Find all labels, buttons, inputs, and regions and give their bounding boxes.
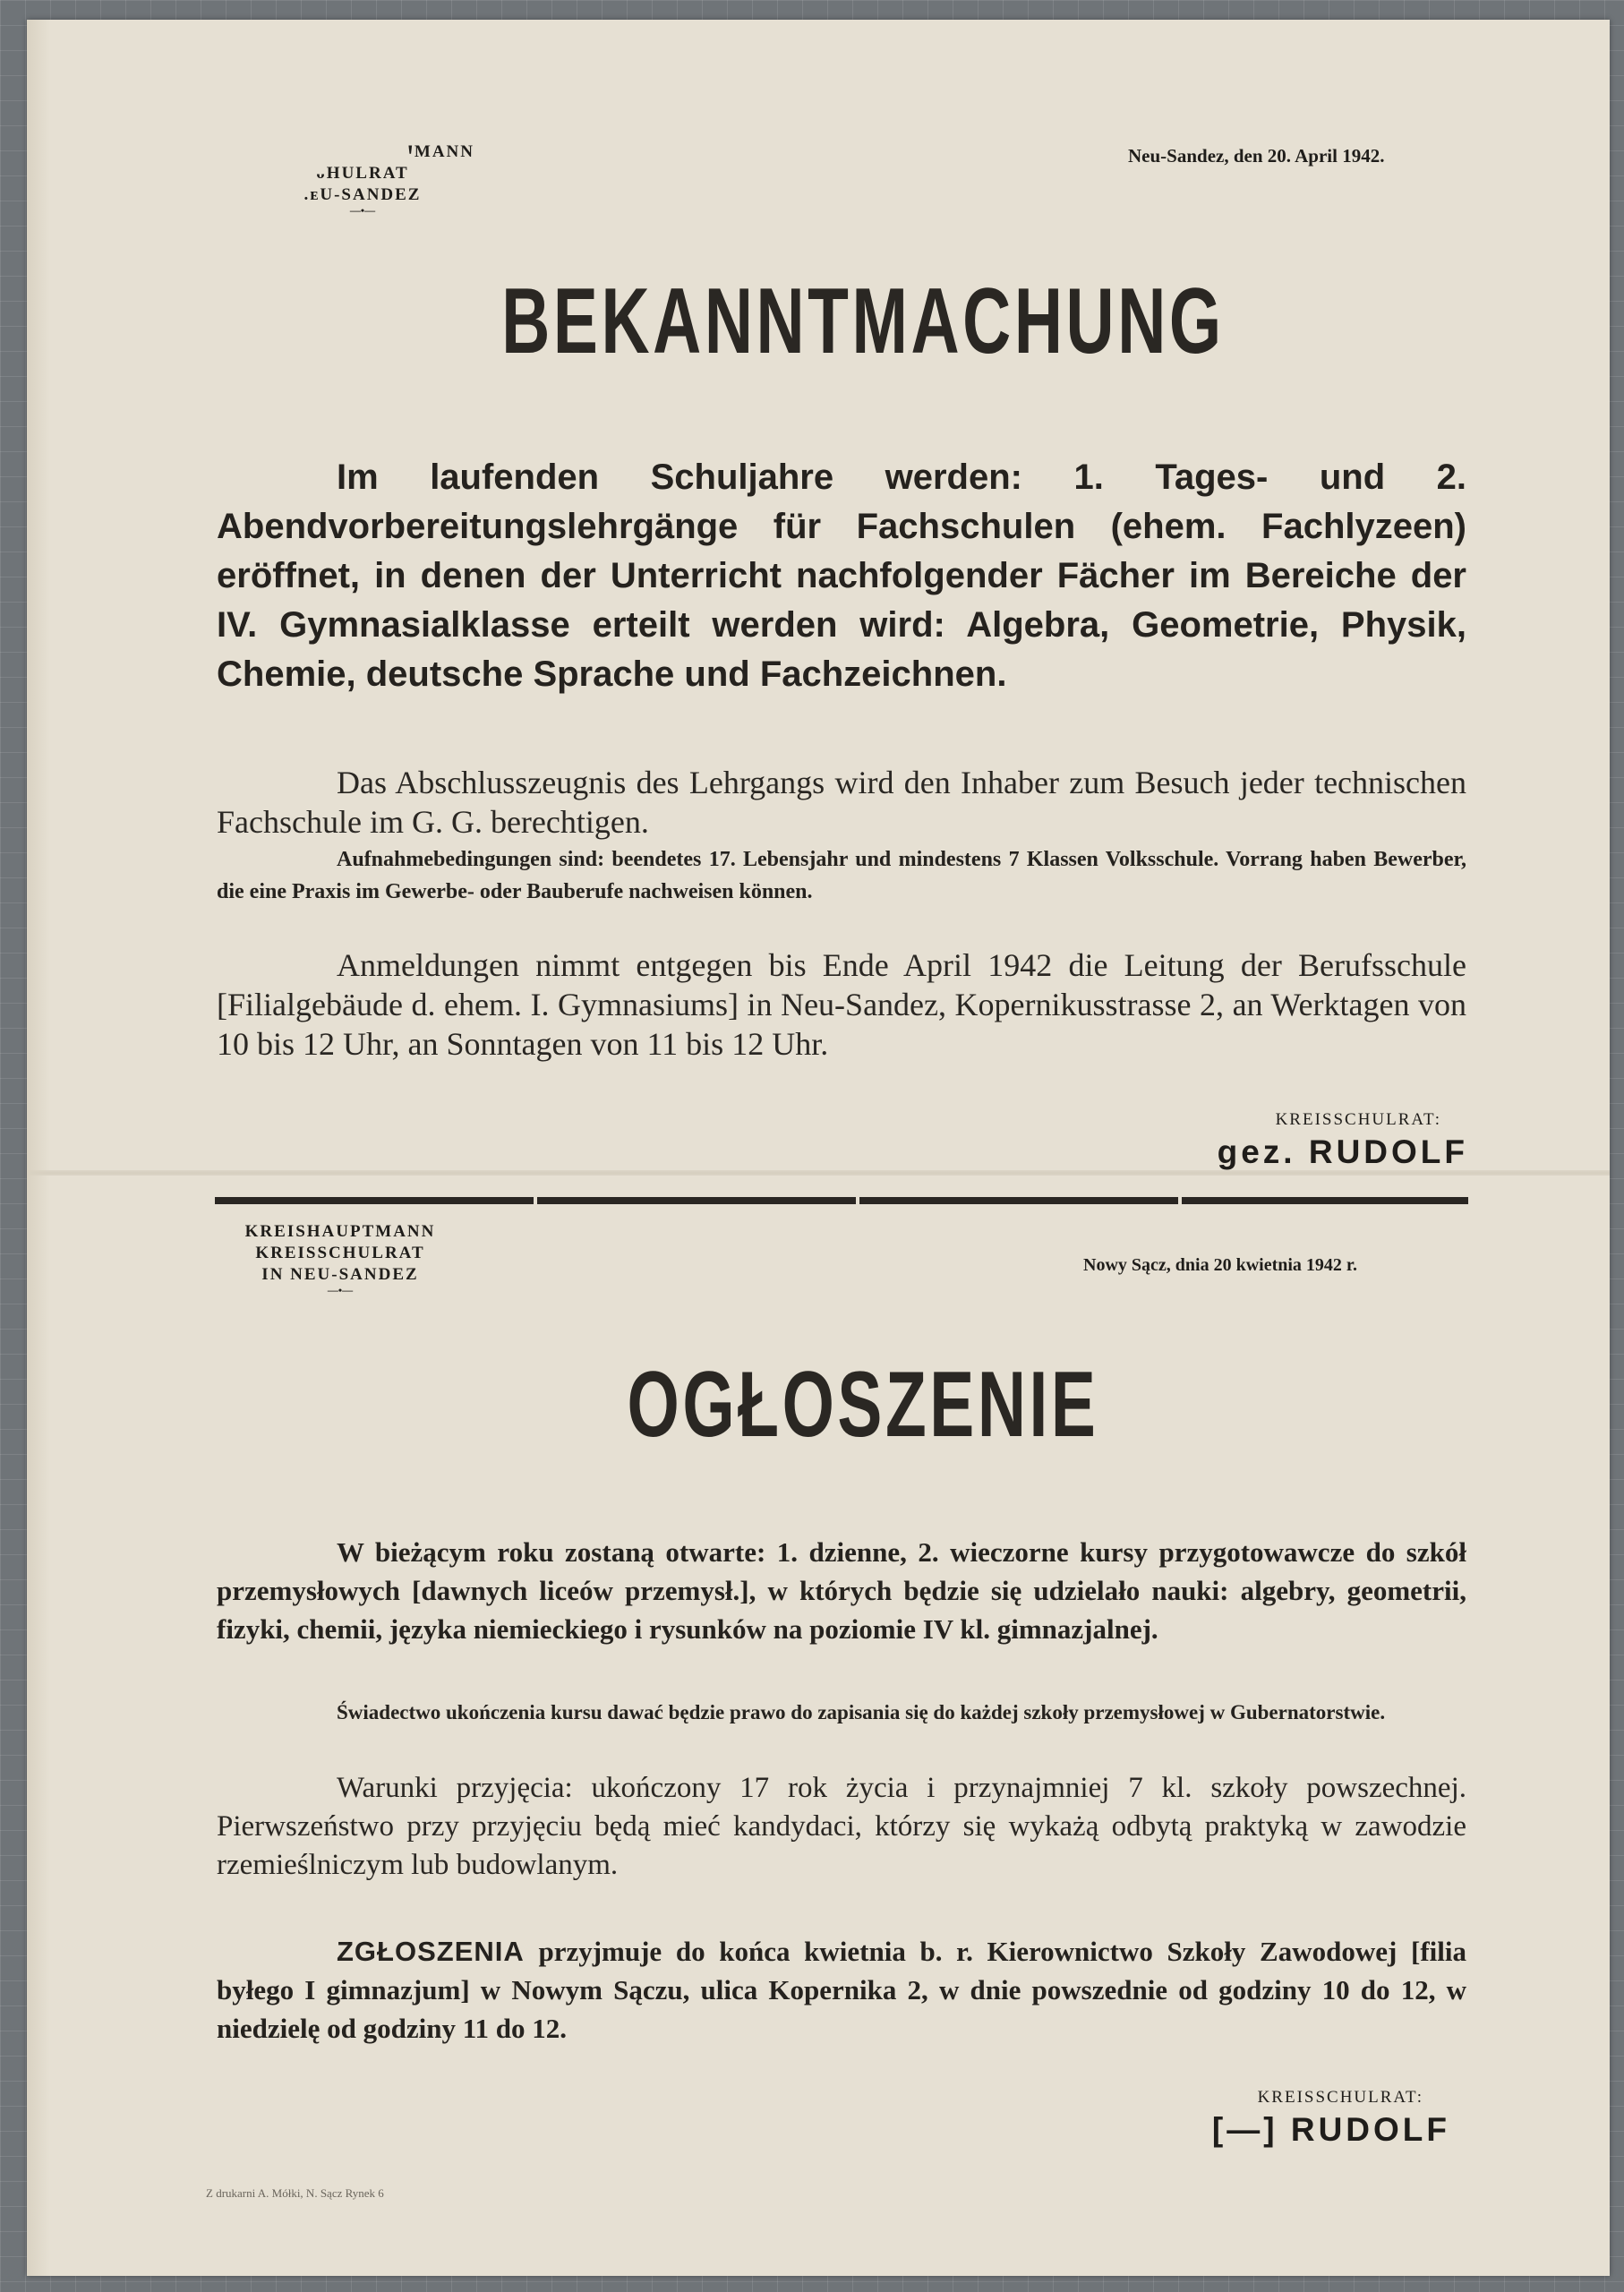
section-divider (215, 1197, 1468, 1204)
polish-dateline: Nowy Sącz, dnia 20 kwietnia 1942 r. (1083, 1255, 1357, 1275)
polish-signature-name: [—] RUDOLF (1211, 2111, 1450, 2148)
polish-certificate-paragraph: Świadectwo ukończenia kursu dawać będzie prawo do zapisania się do każdej szkoły przemysłowej w Gubernatorstwie. (337, 1701, 1386, 1723)
polish-intro-paragraph: W bieżącym roku zostaną otwarte: 1. dzienne, 2. wieczorne kursy przygotowawcze do szkół przemysłowych [dawnych liceów przemysł.], w których będzie się udzielało nauki: algebry, geometrii, fizyki, chemii, języka niemieckiego i rysunków na poziomie IV kl. gimnazjalnej. (217, 1536, 1466, 1645)
polish-office-line-1: KREISHAUPTMANN (244, 1222, 436, 1241)
german-signature-role: KREISSCHULRAT: (1275, 1110, 1441, 1129)
polish-conditions-paragraph: Warunki przyjęcia: ukończony 17 rok życia i przynajmniej 7 kl. szkoły powszechnej. Pierwszeństwo przy przyjęciu będą mieć kandydaci, którzy się wykażą odbytą praktyką w zawodzie rzemieślniczym lub budowlanym. (217, 1772, 1466, 1881)
polish-office-line-3: IN NEU-SANDEZ (261, 1265, 419, 1284)
polish-registration-lead: ZGŁOSZENIA (337, 1936, 525, 1967)
polish-title: OGŁOSZENIE (627, 1353, 1099, 1457)
german-office-ornament: —•— (349, 204, 376, 217)
german-dateline: Neu-Sandez, den 20. April 1942. (1128, 145, 1385, 167)
poster-sheet (27, 20, 1610, 2276)
polish-office-header (206, 1221, 474, 1295)
german-title: BEKANNTMACHUNG (501, 269, 1225, 373)
german-conditions-paragraph: Aufnahmebedingungen sind: beendetes 17. Lebensjahr und mindestens 7 Klassen Volksschule. Vorrang haben Bewerber, die eine Praxis im Gewerbe- oder Bauberufe nachweisen können. (217, 848, 1466, 903)
german-intro-paragraph: Im laufenden Schuljahre werden: 1. Tages- und 2. Abendvorbereitungslehrgänge für Fachschulen (ehem. Fachlyzeen) eröffnet, in denen der Unterricht nachfolgender Fächer im Bereiche der IV. Gymnasialklasse erteilt werden wird: Algebra, Geometrie, Physik, Chemie, deutsche Sprache und Fachzeichnen. (217, 458, 1466, 694)
polish-office-ornament: —•— (327, 1284, 354, 1296)
polish-signature-role: KREISSCHULRAT: (1257, 2088, 1423, 2107)
polish-office-line-2: KREISSCHULRAT (255, 1244, 425, 1262)
german-certificate-paragraph: Das Abschlusszeugnis des Lehrgangs wird den Inhaber zum Besuch jeder technischen Fachschule im G. G. berechtigen. (217, 765, 1466, 840)
german-office-line-3: .ᴇU-SANDEZ (303, 185, 422, 204)
german-office-line-1: ꞋMANN (407, 142, 474, 161)
polish-registration-paragraph (217, 1932, 1466, 2048)
polish-registration-text: przyjmuje do końca kwietnia b. r. Kierownictwo Szkoły Zawodowej [filia byłego I gimnazjum] w Nowym Sączu, ulica Kopernika 2, w dnie powszednie od godziny 10 do 12, w niedzielę od godziny 11 do 12. (217, 1936, 1466, 2044)
printer-imprint: Z drukarni A. Mółki, N. Sącz Rynek 6 (206, 2186, 384, 2200)
german-office-header (251, 141, 474, 215)
german-office-line-2: ᴗHULRAT (316, 164, 409, 183)
german-registration-paragraph: Anmeldungen nimmt entgegen bis Ende April 1942 die Leitung der Berufsschule [Filialgebäude d. ehem. I. Gymnasiums] in Neu-Sandez, Kopernikusstrasse 2, an Werktagen von 10 bis 12 Uhr, an Sonntagen von 11 bis 12 Uhr. (217, 947, 1466, 1062)
german-signature-name: gez. RUDOLF (1217, 1133, 1468, 1170)
